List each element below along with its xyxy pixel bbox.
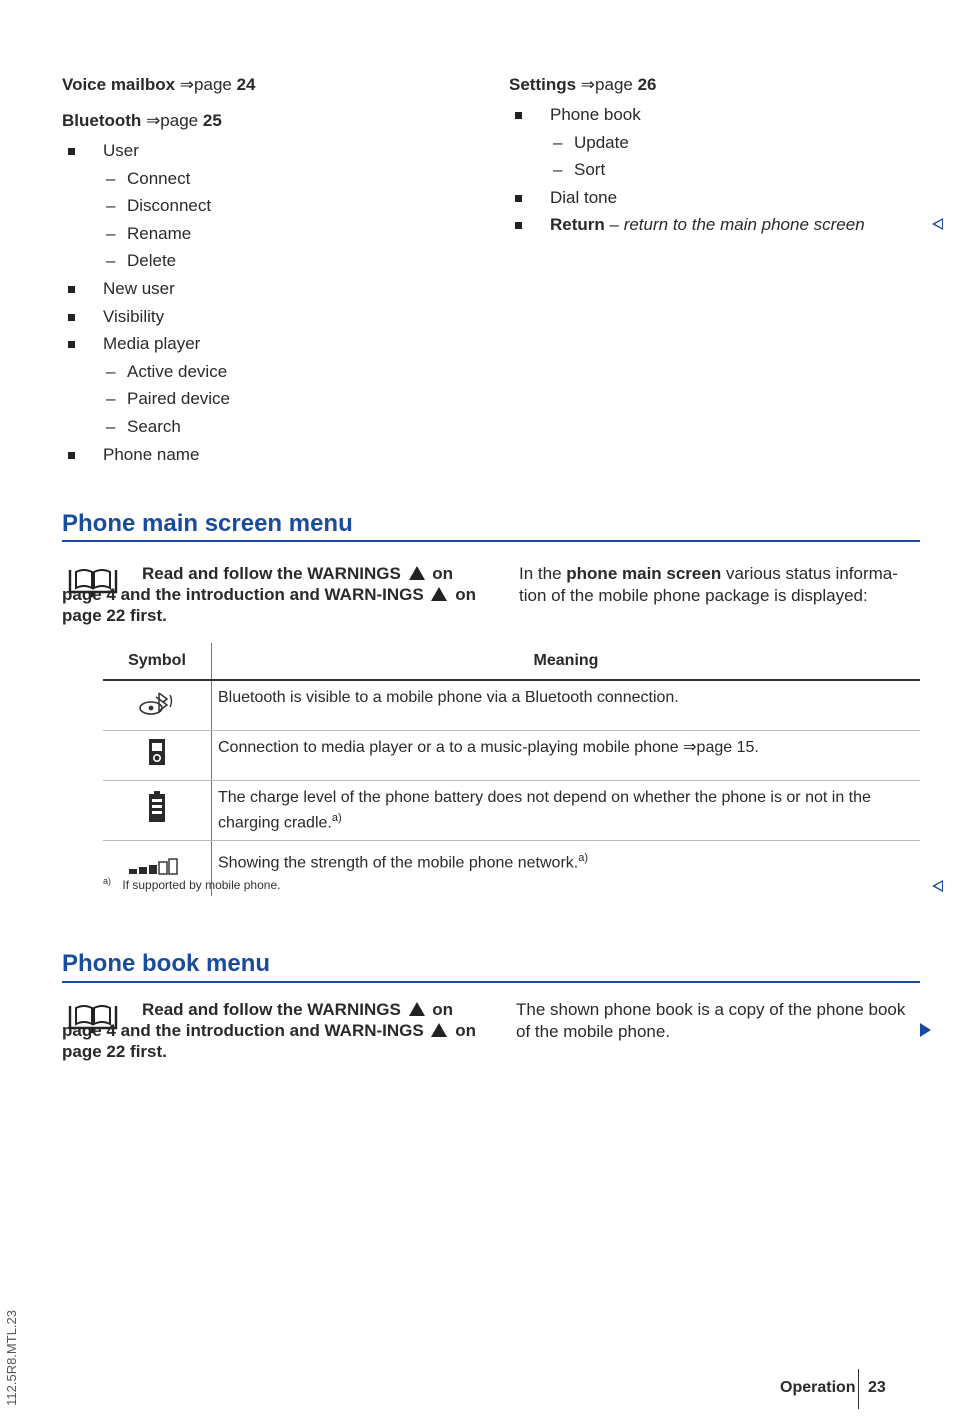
list-item: New user [62, 275, 462, 303]
voice-mailbox-label: Voice mailbox [62, 75, 176, 94]
warnings-text-a: Read and follow the WARNINGS [142, 1000, 401, 1019]
table-row [103, 680, 920, 730]
page-footer [780, 1379, 886, 1397]
warnings-text-a: Read and follow the WARNINGS [142, 564, 401, 583]
bluetooth-visible-icon [137, 687, 177, 717]
intro-text-c: various status informa-tion of the mobile phone package is displayed: [519, 564, 898, 605]
footnote [103, 876, 280, 892]
warning-triangle-icon [409, 566, 425, 580]
warnings-text-b: on page 4 and the introduction and WARN-INGS [62, 1000, 454, 1040]
symbol-cell [103, 730, 212, 780]
bluetooth-heading [62, 108, 462, 134]
list-subitem: – Connect [62, 165, 462, 193]
settings-label: Settings [509, 75, 577, 94]
meaning-cell: Bluetooth is visible to a mobile phone via a Bluetooth connection. [212, 680, 921, 730]
warning-triangle-icon [409, 1002, 425, 1016]
section-divider [62, 540, 920, 542]
list-subitem: – Sort [509, 156, 909, 184]
voice-mailbox-page-ref[interactable]: ⇒page [179, 75, 232, 94]
continue-arrow-icon [920, 1023, 931, 1037]
meaning-cell [212, 780, 921, 840]
footnote-mark: a) [103, 876, 112, 886]
column-header-symbol: Symbol [103, 643, 212, 680]
list-subitem: – Delete [62, 247, 462, 275]
bluetooth-page-ref[interactable]: ⇒page [146, 111, 199, 130]
margin-code: 112.5R8.MTL.23 [4, 1310, 19, 1406]
footnote-ref: a) [578, 851, 589, 864]
list-item: User [62, 137, 462, 165]
list-item-return [509, 211, 909, 239]
warning-triangle-icon [431, 1023, 447, 1037]
page-number: 23 [868, 1379, 886, 1396]
settings-page-ref[interactable]: ⇒page [580, 75, 633, 94]
warnings-text-c: on page 22 first. [62, 1021, 476, 1061]
warnings-text-c: on page 22 first. [62, 585, 476, 625]
settings-heading [509, 72, 909, 98]
left-menu [62, 72, 462, 468]
table-header-row [103, 643, 920, 680]
table-row [103, 730, 920, 780]
media-player-icon [145, 737, 169, 767]
phone-book-paragraph: The shown phone book is a copy of the phone book of the mobile phone. [516, 1000, 906, 1041]
symbol-cell [103, 780, 212, 840]
meaning-text: The charge level of the phone battery does not depend on whether the phone is or not in the charging cradle. [218, 788, 871, 831]
section-divider [62, 981, 920, 983]
meaning-cell [212, 840, 921, 896]
return-desc: – return to the main phone screen [609, 215, 865, 235]
section-end-icon [932, 880, 943, 892]
bluetooth-page-num: 25 [202, 111, 222, 130]
meaning-cell: Connection to media player or a to a music-playing mobile phone ⇒page 15. [212, 730, 921, 780]
table-row [103, 780, 920, 840]
intro-text-bold: phone main screen [566, 564, 722, 583]
list-item: Phone name [62, 441, 462, 469]
list-item: Phone book [509, 101, 909, 129]
settings-page-num: 26 [637, 75, 657, 94]
footer-divider [858, 1369, 859, 1409]
list-subitem: – Search [62, 413, 462, 441]
list-item: Dial tone [509, 184, 909, 212]
list-item: Visibility [62, 303, 462, 331]
warnings-text-b: on page 4 and the introduction and WARN-INGS [62, 564, 454, 604]
list-subitem: – Rename [62, 220, 462, 248]
bluetooth-label: Bluetooth [62, 111, 142, 130]
footnote-text: If supported by mobile phone. [122, 878, 281, 892]
chapter-label: Operation [780, 1379, 856, 1396]
section-title: Phone main screen menu [62, 510, 353, 537]
list-item: Media player [62, 330, 462, 358]
signal-strength-icon [127, 855, 187, 877]
list-subitem: – Active device [62, 358, 462, 386]
return-label: Return [550, 215, 605, 235]
warnings-note [62, 999, 492, 1062]
footnote-ref: a) [331, 811, 342, 824]
section-end-icon [932, 218, 943, 230]
warning-triangle-icon [431, 587, 447, 601]
battery-level-icon [145, 790, 169, 824]
voice-mailbox-page-num: 24 [236, 75, 256, 94]
intro-paragraph [519, 563, 919, 607]
right-menu [509, 72, 909, 239]
meaning-text: Showing the strength of the mobile phone network. [218, 854, 579, 872]
list-subitem: – Paired device [62, 385, 462, 413]
list-subitem: – Disconnect [62, 192, 462, 220]
section-title: Phone book menu [62, 950, 271, 977]
symbol-cell [103, 680, 212, 730]
intro-text-a: In the [519, 564, 562, 583]
symbol-table [103, 643, 920, 896]
list-subitem: – Update [509, 129, 909, 157]
column-header-meaning: Meaning [212, 643, 921, 680]
voice-mailbox-heading [62, 72, 462, 98]
warnings-note [62, 563, 492, 626]
